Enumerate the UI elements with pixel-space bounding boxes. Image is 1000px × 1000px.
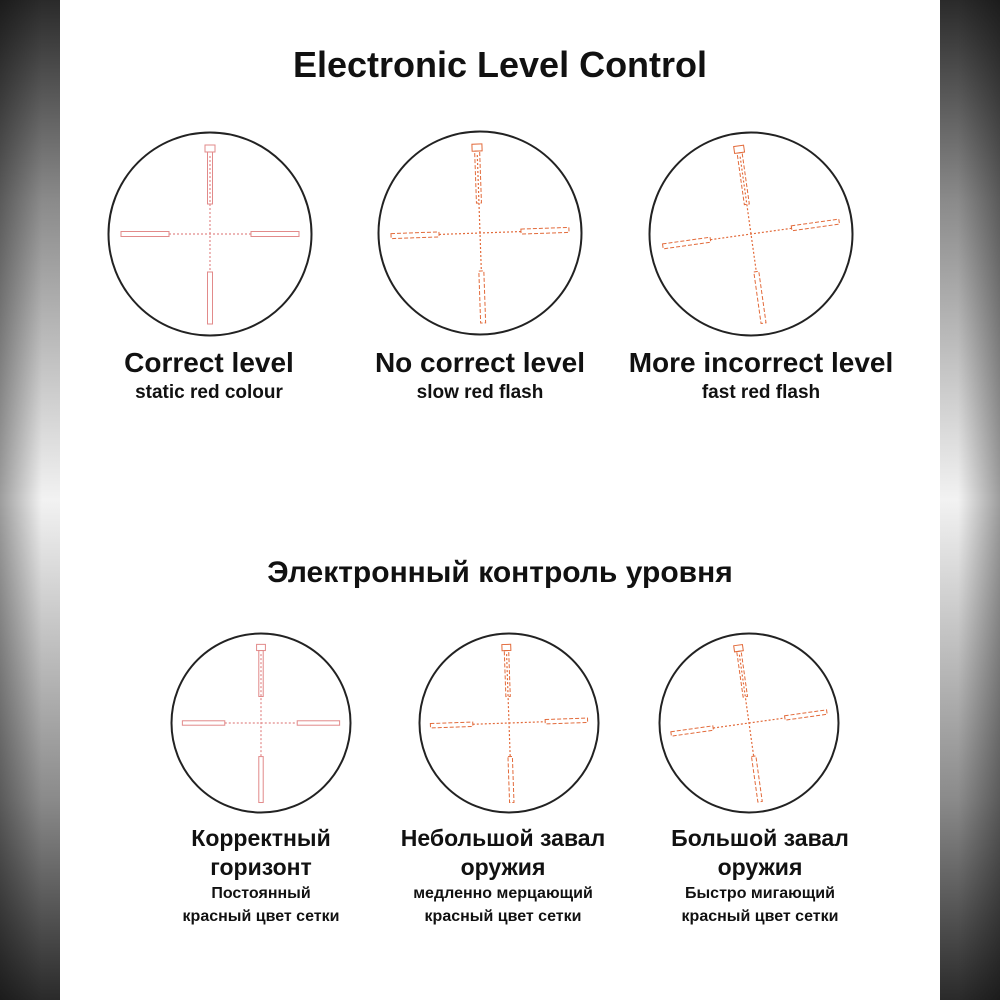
caption-more-incorrect-en [611,346,911,406]
caption-title-line2: оружия [460,854,546,880]
reticle-svg [418,632,600,814]
caption-correct-ru [131,824,391,928]
caption-title-line1: Небольшой завал [400,825,606,851]
caption-subtitle-line2: красный цвет сетки [424,908,582,925]
reticle-more-incorrect-en [648,131,854,337]
caption-no-correct-en [330,346,630,406]
caption-subtitle-line2: красный цвет сетки [681,908,839,925]
caption-title: Correct level [124,347,294,378]
reticle-svg [658,632,840,814]
caption-subtitle-line2: красный цвет сетки [182,908,340,925]
title-english: Electronic Level Control [292,44,708,85]
reticle-more-incorrect-ru [658,632,840,814]
caption-subtitle-line1: Быстро мигающий [685,885,835,902]
caption-no-correct-ru [373,824,633,928]
right-gradient-border [940,0,1000,1000]
caption-title-line2: оружия [717,854,803,880]
caption-subtitle-line1: медленно мерцающий [413,885,593,902]
reticle-correct-en [107,131,313,337]
caption-subtitle: slow red flash [416,382,544,403]
reticle-svg [648,131,854,337]
reticle-no-correct-ru [418,632,600,814]
caption-title: No correct level [374,347,586,378]
caption-subtitle: static red colour [135,382,283,403]
caption-title-line2: горизонт [210,854,312,880]
caption-more-incorrect-ru [630,824,890,928]
caption-title-line1: Корректный [191,825,331,851]
caption-subtitle: fast red flash [701,382,821,403]
reticle-svg [170,632,352,814]
caption-title: More incorrect level [628,347,894,378]
title-russian: Электронный контроль уровня [267,556,733,589]
left-gradient-border [0,0,60,1000]
reticle-svg [107,131,313,337]
reticle-correct-ru [170,632,352,814]
caption-title-line1: Большой завал [671,825,849,851]
reticle-no-correct-en [377,130,583,336]
caption-subtitle-line1: Постоянный [211,885,311,902]
reticle-svg [377,130,583,336]
caption-correct-en [59,346,359,406]
